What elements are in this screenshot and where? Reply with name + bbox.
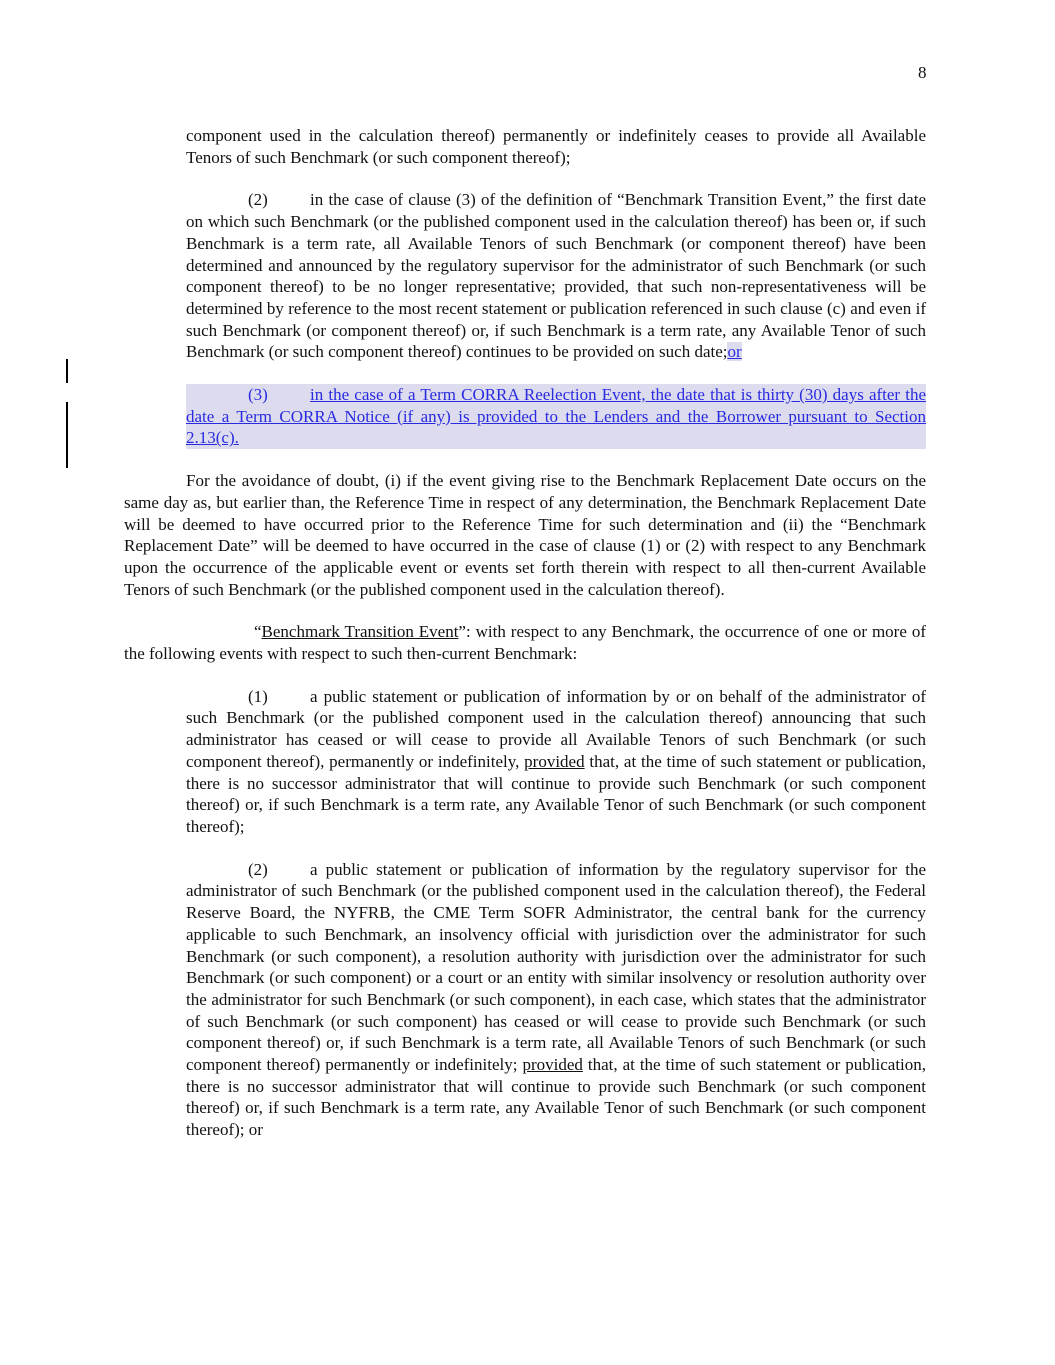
avoidance-paragraph: For the avoidance of doubt, (i) if the event giving rise to the Benchmark Replacement Date occurs on the same day as, but earlier than, the Reference Time in respect of any determination, the Benchmark Replacement Date will be deemed to have occurred prior to the Reference Time for such determination and (ii) the “Benchmark Replacement Date” will be deemed to have occurred in the case of clause (1) or (2) with respect to any Benchmark upon the occurrence of the applicable event or events set forth therein with respect to all then-current Available Tenors of such Benchmark (or the published component used in the calculation thereof). bbox=[124, 471, 926, 599]
paragraph-continuation: component used in the calculation thereof) permanently or indefinitely ceases to provide all Available Tenors of such Benchmark (or such component thereof); bbox=[186, 126, 926, 167]
clause-text: in the case of clause (3) of the definition of “Benchmark Transition Event,” the first date on which such Benchmark (or the published component used in the calculation thereof) has been or, if such Benchmark is a term rate, all Available Tenors of such Benchmark (or component thereof) have been determined and announced by the regulatory supervisor for the administrator of such Benchmark (or such component thereof) to be no longer representative; provided, that such non-representativeness will be determined by reference to the most recent statement or publication referenced in such clause (c) and even if such Benchmark (or component thereof) or, if such Benchmark is a term rate, any Available Tenor of such Benchmark (or such component thereof) continues to be provided on such date; bbox=[186, 190, 926, 362]
replacement-date-clause-3-inserted bbox=[186, 384, 926, 449]
clause-text: that, at the time of such statement or publication, there is no successor administrator that will continue to provide such Benchmark (or such component thereof) or, if such Benchmark is a term rate, any Available Tenor of such Benchmark (or such component thereof); bbox=[186, 751, 927, 836]
replacement-date-clause-2 bbox=[186, 189, 926, 363]
provided-term: provided bbox=[524, 751, 585, 771]
provided-term: provided bbox=[522, 1055, 583, 1075]
defined-term: Benchmark Transition Event bbox=[261, 622, 459, 642]
clause-number: (2) bbox=[248, 859, 268, 879]
document-body bbox=[0, 125, 1055, 1141]
clause-number: (2) bbox=[248, 190, 268, 210]
transition-event-clause-2 bbox=[186, 859, 926, 1141]
transition-event-clause-1 bbox=[186, 686, 926, 838]
definition-benchmark-transition-event bbox=[124, 621, 926, 664]
clause-text: a public statement or publication of information by the regulatory supervisor for the administrator of such Benchmark (or the published component used in the calculation thereof), the Federal Reserve Board, the NYFRB, the CME Term SOFR Administrator, the central bank for the currency applicable to such Benchmark, an insolvency official with jurisdiction over the administrator for such Benchmark (or such component), a resolution authority with jurisdiction over the administrator for such Benchmark (or such component) or a court or an entity with similar insolvency or resolution authority over the administrator for such Benchmark (or such component), in each case, which states that the administrator of such Benchmark (or such component) has ceased or will cease to provide such Benchmark (or such component thereof) or, if such Benchmark is a term rate, all Available Tenors of such Benchmark (or such component thereof) permanently or indefinitely; bbox=[186, 859, 926, 1075]
clause-number: (1) bbox=[248, 686, 268, 706]
inserted-text: or bbox=[727, 342, 742, 362]
clause-text: that, at the time of such statement or publication, there is no successor administrator that will continue to provide such Benchmark (or such component thereof) or, if such Benchmark is a term rate, any Available Tenor of such Benchmark (or such component thereof); or bbox=[186, 1055, 927, 1140]
open-quote: “ bbox=[254, 622, 262, 642]
definition-text: ”: with respect to any Benchmark, the occurrence of one or more of the following events with respect to such then-current Benchmark: bbox=[124, 622, 926, 664]
clause-text: a public statement or publication of information by or on behalf of the administrator of such Benchmark (or the published component used in the calculation thereof) announcing that such administrator has ceased or will cease to provide all Available Tenors of such Benchmark (or such component thereof), permanently or indefinitely, bbox=[186, 686, 926, 771]
clause-number: (3) bbox=[248, 385, 268, 405]
clause-text: in the case of a Term CORRA Reelection Event, the date that is thirty (30) days after the date a Term CORRA Notice (if any) is provided to the Lenders and the Borrower pursuant to Section 2.13(c). bbox=[186, 385, 926, 448]
page-number: 8 bbox=[918, 63, 927, 82]
